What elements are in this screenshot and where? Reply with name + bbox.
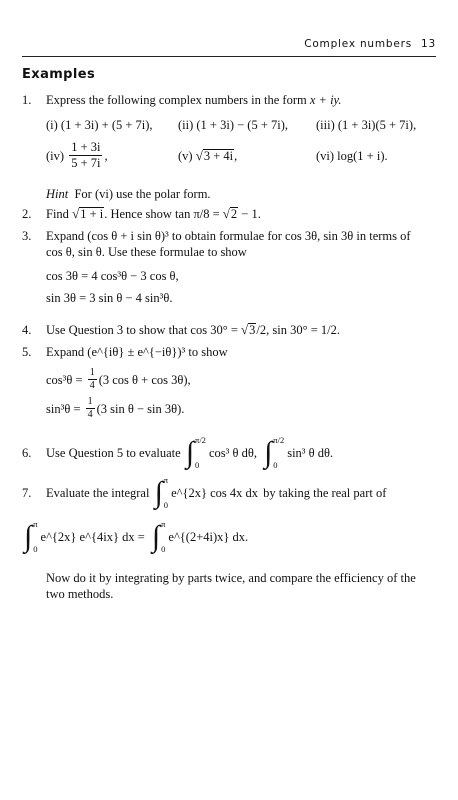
fraction <box>69 141 102 170</box>
header-rule <box>22 56 436 57</box>
exercise-5 <box>22 344 436 430</box>
integral-sign: ∫ <box>185 436 195 469</box>
subpart-v <box>178 141 316 170</box>
integral-sign: ∫ <box>264 436 273 469</box>
subpart-label: (iv) <box>46 148 65 163</box>
subpart-vi: (vi) log(1 + i). <box>316 148 388 163</box>
exercise-1 <box>22 92 436 180</box>
integrand: sin³ θ dθ. <box>287 446 334 460</box>
integrand: cos³ θ dθ, <box>208 446 257 460</box>
exercise-text: Evaluate the integral <box>46 486 150 500</box>
target-form: x + iy. <box>309 93 342 107</box>
equation-block <box>46 268 436 306</box>
subpart-ii: (ii) (1 + 3i) − (5 + 7i), <box>178 118 289 132</box>
upper-limit: π <box>33 519 38 529</box>
numerator: 1 <box>89 367 95 378</box>
equation: sin 3θ = 3 sin θ − 4 sin³θ. <box>46 291 173 305</box>
exercise-number: 3. <box>22 229 32 243</box>
punct: , <box>104 148 108 163</box>
exercise-text: by taking the real part of <box>263 486 387 500</box>
sqrt-sign: √ <box>195 147 203 163</box>
hint-label: Hint <box>46 187 69 201</box>
sqrt-sign: √ <box>222 206 230 221</box>
integral-limits <box>164 476 168 510</box>
denominator: 4 <box>89 380 95 391</box>
integrand: e^{2x} e^{4ix} dx = <box>40 530 145 544</box>
denominator: 4 <box>87 409 93 420</box>
equation <box>46 397 436 420</box>
radicand: 1 + i <box>80 207 104 221</box>
exercise-text: Use Question 3 to show that cos 30° = <box>46 323 238 337</box>
exercise-text: − 1. <box>241 207 261 221</box>
hint <box>46 186 436 202</box>
page-number: 13 <box>421 38 436 50</box>
equation: cos 3θ = 4 cos³θ − 3 cos θ, <box>46 269 179 283</box>
integral <box>264 436 333 470</box>
exercise-6 <box>22 436 436 470</box>
integrand: e^{2x} cos 4x dx <box>171 486 259 500</box>
equation-block <box>46 368 436 420</box>
subpart-label: (v) <box>178 148 193 163</box>
exercise-number: 5. <box>22 345 32 359</box>
lower-limit: 0 <box>161 544 166 554</box>
sqrt-sign: √ <box>72 206 80 221</box>
upper-limit: π <box>163 475 169 485</box>
equation-lhs: sin³θ = <box>46 401 81 416</box>
exercise-number: 1. <box>22 93 32 107</box>
integral-sign: ∫ <box>154 476 163 509</box>
exercise-2 <box>22 206 436 222</box>
exercise-number: 2. <box>22 207 32 221</box>
exercise-text: cos θ, sin θ. Use these formulae to show <box>46 245 247 259</box>
closing-instruction: Now do it by integrating by parts twice, and compare the efficiency of the two methods. <box>46 571 416 601</box>
integral <box>186 436 257 470</box>
lower-limit: 0 <box>195 460 200 470</box>
hint-text: For (vi) use the polar form. <box>74 187 211 201</box>
exercise-text: Expand (cos θ + i sin θ)³ to obtain formulae for cos 3θ, sin 3θ in terms of <box>46 229 411 243</box>
integral <box>155 476 258 510</box>
integral-limits <box>195 436 206 470</box>
integral <box>24 520 145 554</box>
section-title: Examples <box>22 67 96 82</box>
equation <box>46 368 436 391</box>
display-equation <box>22 520 436 554</box>
exercise-3 <box>22 228 436 316</box>
radicand: 2 <box>230 207 238 221</box>
subparts-grid <box>46 117 458 170</box>
equation-rhs: (3 sin θ − sin 3θ). <box>96 401 185 416</box>
numerator: 1 + 3i <box>71 140 101 154</box>
radicand: 3 <box>249 323 256 337</box>
exercise-number: 7. <box>22 486 32 500</box>
integral <box>152 520 248 554</box>
subpart-iv <box>46 141 178 170</box>
lower-limit: 0 <box>163 500 169 510</box>
exercise-text: Find <box>46 207 69 221</box>
exercise-text: Use Question 5 to evaluate <box>46 446 181 460</box>
exercise-4 <box>22 322 436 338</box>
subpart-iii: (iii) (1 + 3i)(5 + 7i), <box>316 118 417 132</box>
subpart-i: (i) (1 + 3i) + (5 + 7i), <box>46 118 153 132</box>
integral-limits <box>161 520 165 554</box>
upper-limit: π/2 <box>273 435 285 445</box>
integral-sign: ∫ <box>24 520 33 553</box>
integral-sign: ∫ <box>151 520 161 553</box>
exercise-text: . Hence show tan π/8 = <box>104 207 220 221</box>
upper-limit: π <box>161 519 166 529</box>
integral-limits <box>33 520 37 554</box>
running-title: Complex numbers <box>304 38 413 50</box>
sqrt-sign: √ <box>241 322 249 337</box>
equation-rhs: (3 cos θ + cos 3θ), <box>98 372 191 387</box>
integrand: e^{(2+4i)x} dx. <box>168 530 249 544</box>
exercise-7 <box>22 476 436 510</box>
exercise-text: Expand (e^{iθ} ± e^{−iθ})³ to show <box>46 345 228 359</box>
lower-limit: 0 <box>33 544 38 554</box>
exercise-number: 4. <box>22 323 32 337</box>
punct: , <box>234 148 238 163</box>
denominator: 5 + 7i <box>71 156 101 170</box>
exercise-number: 6. <box>22 446 32 460</box>
equation-lhs: cos³θ = <box>46 372 83 387</box>
fraction <box>88 368 97 391</box>
exercise-list <box>22 92 436 602</box>
exercise-text: Express the following complex numbers in the form <box>46 93 307 107</box>
exercise-text: /2, sin 30° = 1/2. <box>256 323 341 337</box>
fraction <box>86 397 95 420</box>
running-head <box>304 38 436 50</box>
radicand: 3 + 4i <box>203 148 234 163</box>
lower-limit: 0 <box>273 460 278 470</box>
upper-limit: π/2 <box>195 435 206 445</box>
integral-limits <box>273 436 284 470</box>
numerator: 1 <box>87 396 93 407</box>
